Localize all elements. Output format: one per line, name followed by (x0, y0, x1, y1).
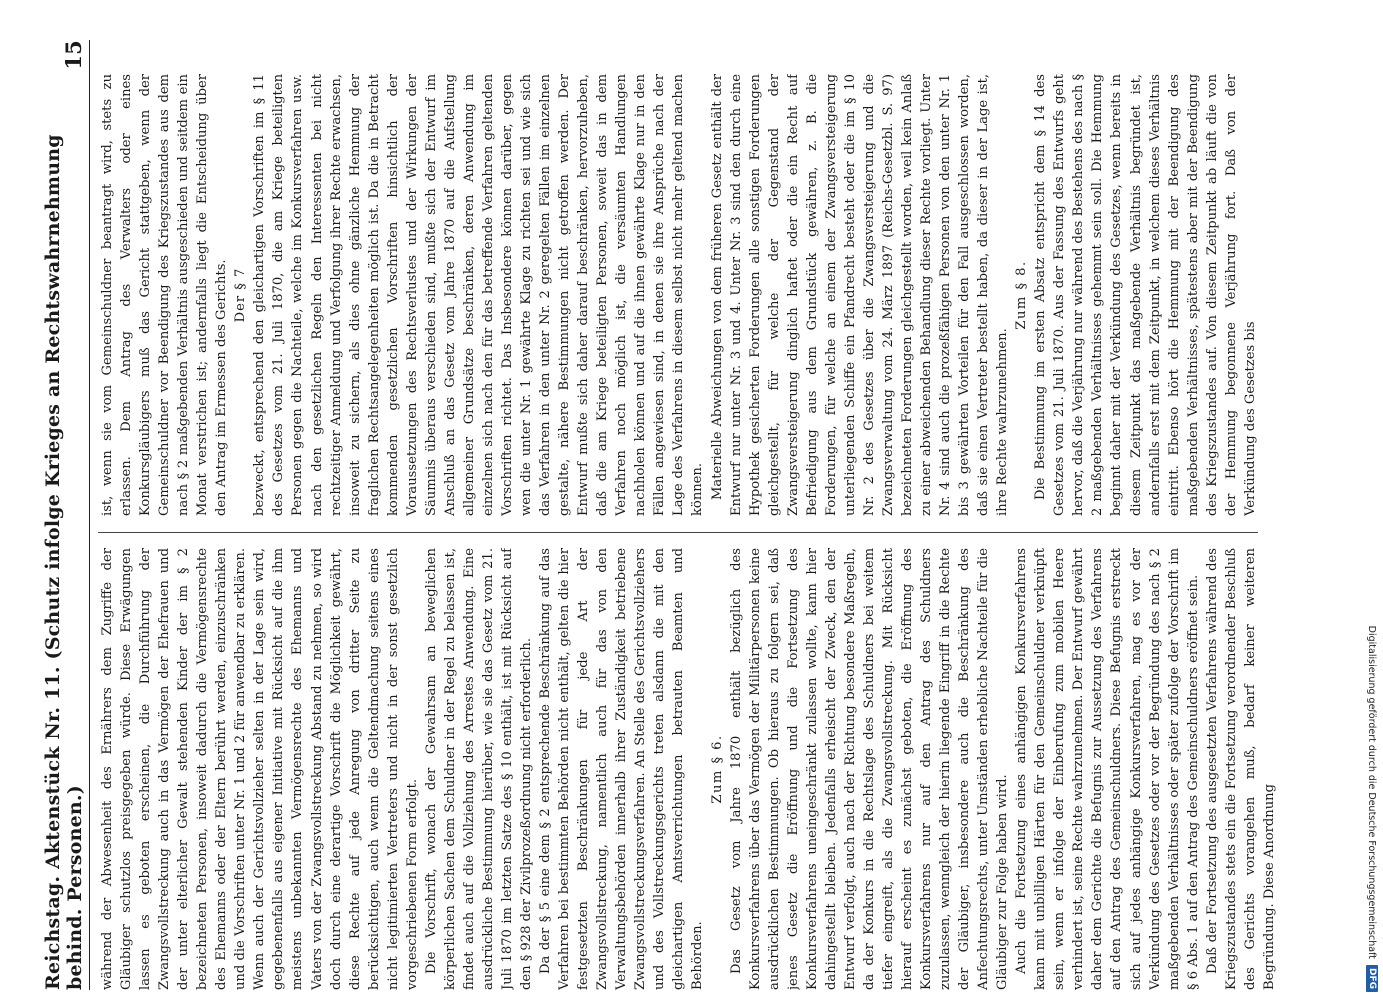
digitization-note (1361, 0, 1383, 1000)
section-heading: Zum § 8. (1014, 260, 1030, 330)
column-divider (98, 532, 1258, 533)
right-text-column (98, 74, 1288, 516)
digitization-note-text: Digitalisierung gefördert durch die Deutsche Forschungsgemeinschaft (1366, 625, 1378, 959)
section-heading: Zum § 6. (709, 734, 725, 804)
left-column-paragraph: Die Vorschrift, wonach der Gewahrsam an beweglichen körperlichen Sachen dem Schuldner in der Regel zu belassen ist, findet auch auf die Vollziehung des Arrestes Anwendung. Eine ausdrückliche Bestimmung hierüber, wie sie das Gesetz vom 21. Juli 1870 im letzten Satze des § 10 enthält, ist mit Rücksicht auf den § 928 der Zivilprozeßordnung nicht erforderlich. (423, 548, 535, 990)
scanned-page (42, 40, 1292, 990)
page-header (42, 40, 90, 990)
section-reference: Der § 7 (233, 267, 249, 323)
left-column-paragraph: Das Gesetz vom Jahre 1870 enthält bezüglich des Konkursverfahrens über das Vermögen der Militärpersonen keine ausdrücklichen Bestimmungen. Ob hieraus zu folgern sei, daß jenes Gesetz die Eröffnung und die Fortsetzung des Konkursverfahrens uneingeschränkt zulassen wollte, kann hier dahingestellt bleiben. Jedenfalls erheischt der Zweck, den der Entwurf verfolgt, auch nach der Richtung besondere Maßregeln, da der Konkurs in die Rechtslage des Schuldners bei weitem tiefer eingreift, als die Zwangsvollstreckung. Mit Rücksicht hierauf erscheint es zunächst geboten, die Eröffnung des Konkursverfahrens nur auf den Antrag des Schuldners zuzulassen, wenngleich der hierin liegende Eingriff in die Rechte der Gläubiger, insbesondere auch die Beschränkung des Anfechtungsrechts, unter Umständen erhebliche Nachteile für die Gläubiger zur Folge haben wird. (728, 548, 1011, 990)
page-number: 15 (61, 40, 86, 70)
right-column-paragraph: Die Bestimmung im ersten Absatz entspricht dem § 14 des Gesetzes vom 21. Juli 1870. Aus der Fassung des Entwurfs geht hervor, daß die Verjährung nur während des Bestehens des nach § 2 maßgebenden Verhältnisses gehemmt sein soll. Die Hemmung beginnt daher mit der Verkündung des Gesetzes, wenn bereits in diesem Zeitpunkt das maßgebende Verhältnis begründet ist, andernfalls erst mit dem Zeitpunkt, in welchem dieses Verhältnis eintritt. Ebenso hört die Hemmung mit der Beendigung des maßgebenden Verhältnisses, spätestens aber mit der Beendigung des Kriegszustandes auf. Von diesem Zeitpunkt ab läuft die von der Hemmung begonnene Verjährung fort. Daß von der Verkündung des Gesetzes bis (1033, 74, 1258, 516)
left-column-paragraph: Daß der Fortsetzung des ausgesetzten Verfahrens während des Kriegszustandes stets ein die Fortsetzung verordnender Beschluß des Gerichts vorangehen muß, bedarf keiner weiteren Begründung. Diese Anordnung (1204, 548, 1277, 990)
right-column-paragraph: Materielle Abweichungen von dem früheren Gesetz enthält der Entwurf nur unter Nr. 3 und 4. Unter Nr. 3 sind den durch eine Hypothek gesicherten Forderungen alle sonstigen Forderungen gleichgestellt, für welche der Gegenstand der Zwangsversteigerung dinglich haftet oder die ein Recht auf Befriedigung aus dem Grundstück gewähren, z. B. die Forderungen, für welche an einem der Zwangsversteigerung unterliegenden Schiffe ein Pfandrecht besteht oder die im § 10 Nr. 2 des Gesetzes über die Zwangsversteigerung und die Zwangsverwaltung vom 24. März 1897 (Reichs-Gesetzbl. S. 97) bezeichneten Forderungen gleichgestellt worden, weil kein Anlaß zu einer abweichenden Behandlung dieser Rechte vorliegt. Unter Nr. 4 sind auch die prozeßfähigen Personen von den unter Nr. 1 bis 3 gewährten Vorteilen für den Fall ausgeschlossen worden, daß sie einen Vertreter bestellt haben, da dieser in der Lage ist, ihre Rechte wahrzunehmen. (709, 74, 1011, 516)
left-column-paragraph: Da der § 5 eine dem § 2 entsprechende Beschränkung auf das Verfahren bei bestimmten Behörden nicht enthält, gelten die hier festgesetzten Beschränkungen für jede Art der Zwangsvollstreckung, namentlich auch für das von den Verwaltungsbehörden innerhalb ihrer Zuständigkeit betriebene Zwangsvollstreckungsverfahren. An Stelle des Gerichtsvollziehers und des Vollstreckungsgerichts treten alsdann die mit den gleichartigen Amtsverrichtungen betrauten Beamten und Behörden. (538, 548, 706, 990)
right-column-paragraph: bezweckt, entsprechend den gleichartigen Vorschriften im § 11 des Gesetzes vom 21. Juli 1870, die am Kriege beteiligten Personen gegen die Nachteile, welche im Konkursverfahren usw. nach den gesetzlichen Regeln den Interessenten bei nicht rechtzeitiger Anmeldung und Verfolgung ihrer Rechte erwachsen, insoweit zu sichern, als dies ohne gänzliche Hemmung der fraglichen Rechtsangelegenheiten möglich ist. Da die in Betracht kommenden gesetzlichen Vorschriften hinsichtlich der Voraussetzungen des Rechtsverlustes und der Wirkungen der Säumnis überaus verschieden sind, mußte sich der Entwurf im Anschluß an das Gesetz vom Jahre 1870 auf die Aufstellung allgemeiner Grundsätze beschränken, deren Anwendung im einzelnen sich nach den für das betreffende Verfahren geltenden Vorschriften richtet. Das Insbesondere können darüber, gegen wen die unter Nr. 1 gewährte Klage zu richten sei und wie sich das Verfahren in den unter Nr. 2 geregelten Fällen im einzelnen gestalte, nähere Bestimmungen nicht getroffen werden. Der Entwurf mußte sich daher darauf beschränken, hervorzuheben, daß die am Kriege beteiligten Personen, soweit das in dem Verfahren noch möglich ist, die versäumten Handlungen nachholen können und auf die ihnen gewährte Klage nur in den Fällen angewiesen sind, in denen sie ihre Ansprüche nach der Lage des Verfahrens in diesem selbst nicht mehr geltend machen können. (252, 74, 706, 516)
left-column-paragraph: während der Abwesenheit des Ernährers dem Zugriffe der Gläubiger schutzlos preisgegeben würde. Diese Erwägungen lassen es geboten erscheinen, die Durchführung der Zwangsvollstreckung auch in das Vermögen der Ehefrauen und der unter elterlicher Gewalt stehenden Kinder der im § 2 bezeichneten Personen, insoweit dadurch die Vermögensrechte des Ehemanns oder der Eltern berührt werden, einzuschränken und die Vorschriften unter Nr. 1 und 2 für anwendbar zu erklären. Wenn auch der Gerichtsvollzieher selten in der Lage sein wird, gegebenenfalls aus eigener Initiative mit Rücksicht auf die ihm meistens unbekannten Vermögensrechte des Ehemanns und Vaters von der Zwangsvollstreckung Abstand zu nehmen, so wird doch durch eine derartige Vorschrift die Möglichkeit gewährt, diese Rechte auf jede Anregung von dritter Seite zu berücksichtigen, auch wenn die Geltendmachung seitens eines nicht legitimierten Vertreters und nicht in der sonst gesetzlich vorgeschriebenen Form erfolgt. (100, 548, 420, 990)
left-column-paragraph: Auch die Fortsetzung eines anhängigen Konkursverfahrens kann mit unbilligen Härten für den Gemeinschuldner verknüpft sein, wenn er infolge der Einberufung zum mobilen Heere verhindert ist, seine Rechte wahrzunehmen. Der Entwurf gewährt daher dem Gerichte die Befugnis zur Aussetzung des Verfahrens auf den Antrag des Gemeinschuldners. Diese Befugnis erstreckt sich auf jedes anhängige Konkursverfahren, mag es vor der Verkündung des Gesetzes oder vor der Begründung des nach § 2 maßgebenden Verhältnisses oder später zufolge der Vorschrift im § 6 Abs. 1 auf den Antrag des Gemeinschuldners eröffnet sein. (1014, 548, 1201, 990)
right-column-paragraph: ist, wenn sie vom Gemeinschuldner beantragt wird, stets zu erlassen. Dem Antrag des Verwalters oder eines Konkursgläubigers muß das Gericht stattgeben, wenn der Gemeinschuldner vor Beendigung des Kriegszustandes aus dem nach § 2 maßgebenden Verhältnis ausgeschieden und seitdem ein Monat verstrichen ist; andernfalls liegt die Entscheidung über den Antrag im Ermessen des Gerichts. (100, 74, 230, 516)
running-title: Reichstag. Aktenstück Nr. 11. (Schutz infolge Krieges an Rechtswahrnehmung behind. Personen.) (42, 134, 86, 990)
dfg-logo: DFG (1366, 965, 1378, 992)
left-text-column (98, 548, 1288, 990)
